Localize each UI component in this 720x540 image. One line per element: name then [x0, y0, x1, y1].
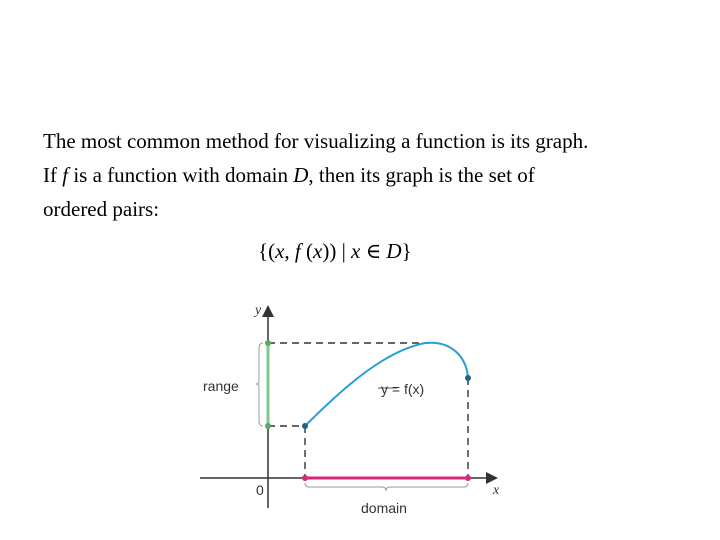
formula-part: }	[401, 239, 412, 263]
curve-label-fx: f(x)	[403, 381, 425, 397]
graph-set-formula	[258, 236, 412, 266]
definition-paragraph	[43, 124, 703, 226]
text-segment: If	[43, 163, 63, 187]
function-graph-figure	[195, 296, 515, 522]
domain-end-point	[465, 475, 471, 481]
domain-label: domain	[361, 500, 407, 516]
range-max-point	[265, 340, 271, 346]
domain-brace	[305, 483, 468, 491]
formula-part: {(	[258, 239, 276, 263]
text-segment: is a function with domain	[68, 163, 294, 187]
italic-f: f	[62, 163, 69, 187]
curve-end-point	[465, 375, 471, 381]
formula-part: )) |	[322, 239, 352, 263]
range-min-point	[265, 423, 271, 429]
element-of-symbol: ∈	[360, 239, 387, 263]
range-label: range	[203, 378, 239, 394]
range-brace	[256, 343, 263, 426]
origin-label: 0	[256, 482, 264, 498]
curve-start-point	[302, 423, 308, 429]
formula-var-x: x	[313, 239, 323, 263]
function-graph-svg	[195, 296, 515, 522]
domain-start-point	[302, 475, 308, 481]
curve-label-prefix: y =	[381, 381, 404, 397]
formula-var-x: x	[275, 239, 285, 263]
formula-var-D: D	[386, 239, 402, 263]
formula-var-x: x	[351, 239, 361, 263]
formula-var-f: f	[294, 239, 301, 263]
italic-D: D	[293, 163, 309, 187]
paragraph-line-3: ordered pairs:	[43, 197, 160, 221]
paragraph-line-1: The most common method for visualizing a function is its graph.	[43, 129, 589, 153]
formula-part: ,	[284, 239, 295, 263]
formula-part: (	[300, 239, 313, 263]
y-axis-label: y	[255, 303, 262, 318]
text-segment: , then its graph is the set of	[308, 163, 535, 187]
x-axis-label: x	[493, 483, 500, 498]
paragraph-line-2	[43, 158, 703, 192]
curve-label	[381, 381, 424, 397]
